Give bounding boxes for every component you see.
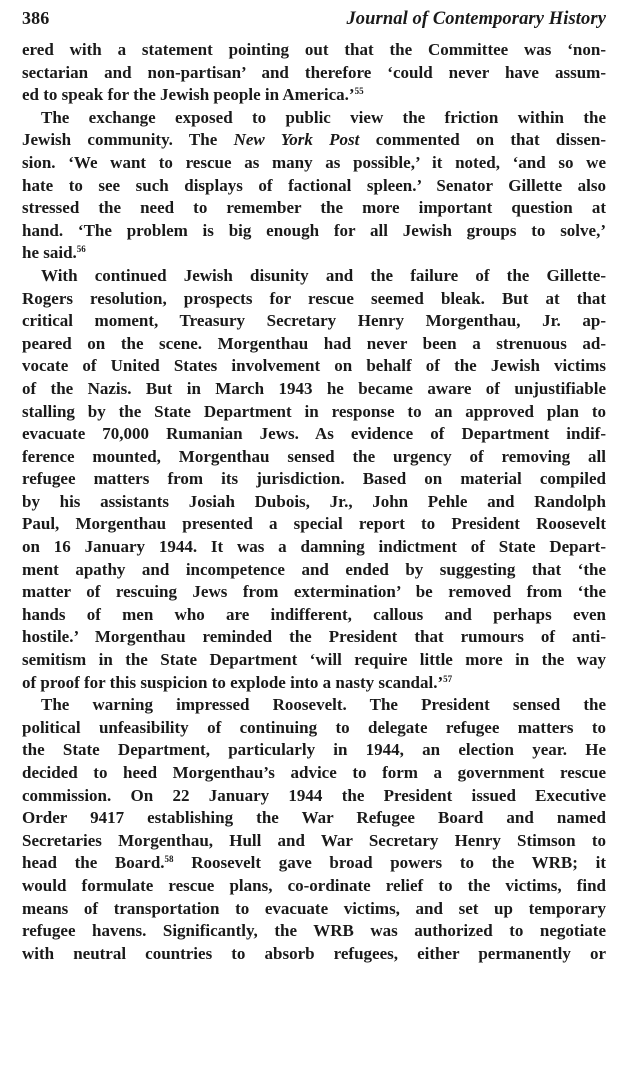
text-line: ference mounted, Morgenthau sensed the urgency of removing all [22, 446, 606, 466]
text-line: With continued Jewish disunity and the failure of the Gillette- [41, 265, 606, 285]
journal-title: Journal of Contemporary History [346, 9, 606, 29]
text-line [22, 129, 606, 152]
paragraph-3 [22, 265, 606, 694]
text-line [22, 84, 606, 107]
footnote-ref-56: 56 [76, 244, 86, 255]
text-line: hands of men who are indifferent, callous and perhaps even [22, 604, 606, 624]
line-text: commented on that dissen- [359, 130, 606, 150]
body-text [22, 39, 606, 965]
text-line: Secretaries Morgenthau, Hull and War Secretary Henry Stimson to [22, 830, 606, 850]
text-line: vocate of United States involvement on behalf of the Jewish victims [22, 356, 606, 376]
line-text: of proof for this suspicion to explode into a nasty scandal.’ [22, 672, 444, 692]
text-line: of the Nazis. But in March 1943 he became aware of unjustifiable [22, 378, 606, 398]
line-text: Roosevelt gave broad powers to the WRB; it [173, 853, 606, 873]
line-text: he said. [22, 243, 77, 263]
running-head [22, 6, 606, 31]
text-line: on 16 January 1944. It was a damning indictment of State Depart- [22, 537, 606, 557]
line-text: head the Board. [22, 853, 165, 873]
document-page [22, 6, 606, 965]
paragraph-2 [22, 107, 606, 265]
footnote-ref-57: 57 [443, 673, 453, 684]
text-line: matter of rescuing Jews from extermination’ be removed from ‘the [22, 582, 606, 602]
text-line: ered with a statement pointing out that the Committee was ‘non- [22, 40, 606, 59]
text-line: ment apathy and incompetence and ended by suggesting that ‘the [22, 559, 606, 579]
line-text: ed to speak for the Jewish people in America.’ [22, 85, 355, 105]
text-line: Rogers resolution, prospects for rescue seemed bleak. But at that [22, 288, 606, 308]
text-line: means of transportation to evacuate victims, and set up temporary [22, 898, 606, 918]
paragraph-4 [22, 694, 606, 965]
text-line: sion. ‘We want to rescue as many as possible,’ it noted, ‘and so we [22, 152, 606, 172]
text-line: The warning impressed Roosevelt. The President sensed the [41, 695, 606, 715]
text-line: hostile.’ Morgenthau reminded the President that rumours of anti- [22, 627, 606, 647]
text-line: stressed the need to remember the more important question at [22, 198, 606, 218]
text-line: would formulate rescue plans, co-ordinate relief to the victims, find [22, 875, 606, 895]
text-line: Paul, Morgenthau presented a special report to President Roosevelt [22, 514, 606, 534]
text-line: hate to see such displays of factional spleen.’ Senator Gillette also [22, 175, 606, 195]
page-number: 386 [22, 8, 50, 28]
text-line: refugee matters from its jurisdiction. Based on material compiled [22, 469, 606, 489]
text-line: peared on the scene. Morgenthau had never been a strenuous ad- [22, 333, 606, 353]
paragraph-1 [22, 39, 606, 107]
text-line: hand. ‘The problem is big enough for all Jewish groups to solve,’ [22, 220, 606, 240]
text-line: with neutral countries to absorb refugees, either permanently or [22, 943, 606, 963]
text-line: stalling by the State Department in response to an approved plan to [22, 401, 606, 421]
text-line: Order 9417 establishing the War Refugee Board and named [22, 808, 606, 828]
footnote-ref-55: 55 [354, 86, 364, 97]
footnote-ref-58: 58 [164, 854, 174, 865]
text-line: by his assistants Josiah Dubois, Jr., John Pehle and Randolph [22, 491, 606, 511]
text-line: critical moment, Treasury Secretary Henry Morgenthau, Jr. ap- [22, 311, 606, 331]
text-line: political unfeasibility of continuing to delegate refugee matters to [22, 717, 606, 737]
text-line [22, 672, 606, 695]
text-line: the State Department, particularly in 1944, an election year. He [22, 740, 606, 760]
text-line: commission. On 22 January 1944 the President issued Executive [22, 785, 606, 805]
newspaper-title: New York Post [233, 130, 360, 150]
line-text: Jewish community. The [22, 130, 234, 150]
text-line: semitism in the State Department ‘will require little more in the way [22, 650, 606, 670]
text-line [22, 852, 606, 875]
text-line: decided to heed Morgenthau’s advice to form a government rescue [22, 763, 606, 782]
text-line [22, 242, 606, 265]
text-line: evacuate 70,000 Rumanian Jews. As evidence of Department indif- [22, 424, 606, 444]
text-line: sectarian and non-partisan’ and therefore ‘could never have assum- [22, 62, 606, 82]
text-line: refugee havens. Significantly, the WRB was authorized to negotiate [22, 921, 606, 941]
text-line: The exchange exposed to public view the friction within the [41, 107, 606, 127]
